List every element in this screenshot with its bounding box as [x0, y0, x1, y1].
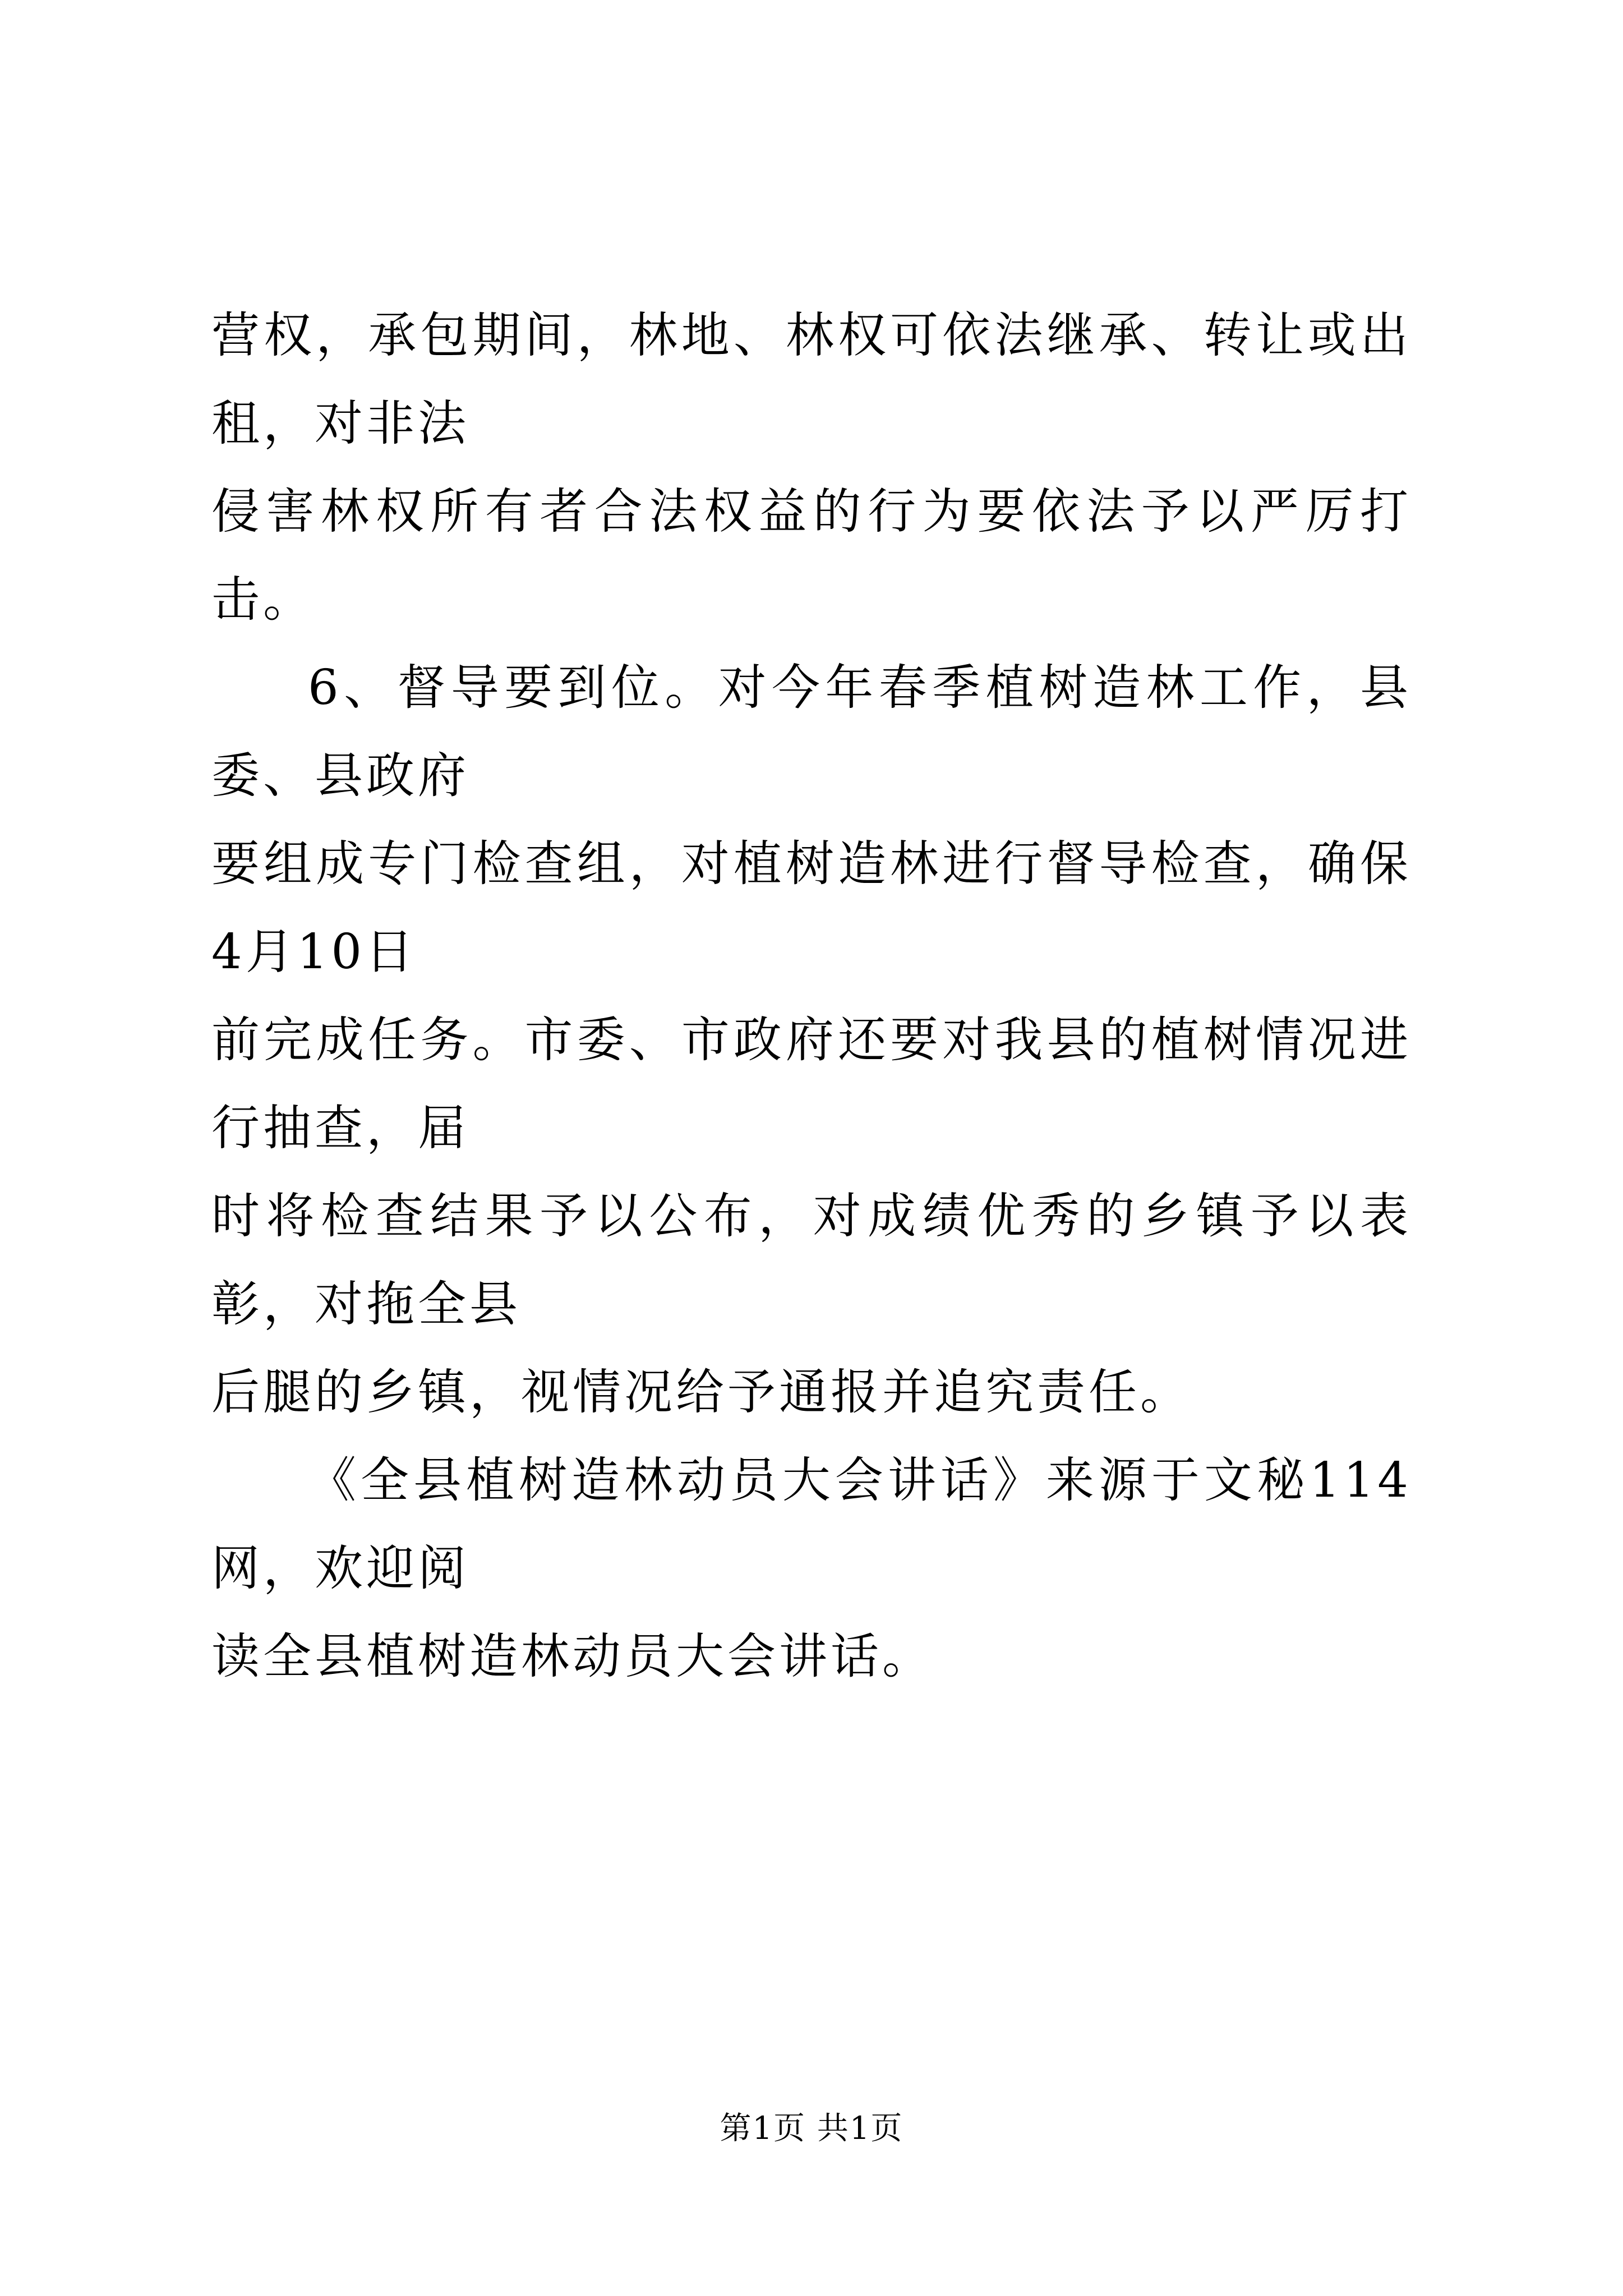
paragraph-3 [211, 1437, 1412, 1701]
text-line: 6、督导要到位。对今年春季植树造林工作，县委、县政府 [211, 660, 1412, 804]
text-line: 侵害林权所有者合法权益的行为要依法予以严厉打击。 [211, 484, 1412, 628]
text-line: 《全县植树造林动员大会讲话》来源于文秘114网，欢迎阅 [211, 1452, 1412, 1596]
text-line: 读全县植树造林动员大会讲话。 [211, 1628, 934, 1685]
text-line: 前完成任务。市委、市政府还要对我县的植树情况进行抽查，届 [211, 1012, 1412, 1156]
text-line: 后腿的乡镇，视情况给予通报并追究责任。 [211, 1364, 1192, 1420]
document-body [211, 292, 1412, 1701]
page-footer: 第1页 共1页 [720, 2110, 903, 2147]
text-line: 时将检查结果予以公布，对成绩优秀的乡镇予以表彰，对拖全县 [211, 1188, 1412, 1332]
text-line: 营权，承包期间，林地、林权可依法继承、转让或出租，对非法 [211, 307, 1412, 452]
paragraph-2 [211, 644, 1412, 1437]
text-line: 要组成专门检查组，对植树造林进行督导检查，确保4月10日 [211, 836, 1412, 980]
paragraph-1 [211, 292, 1412, 644]
